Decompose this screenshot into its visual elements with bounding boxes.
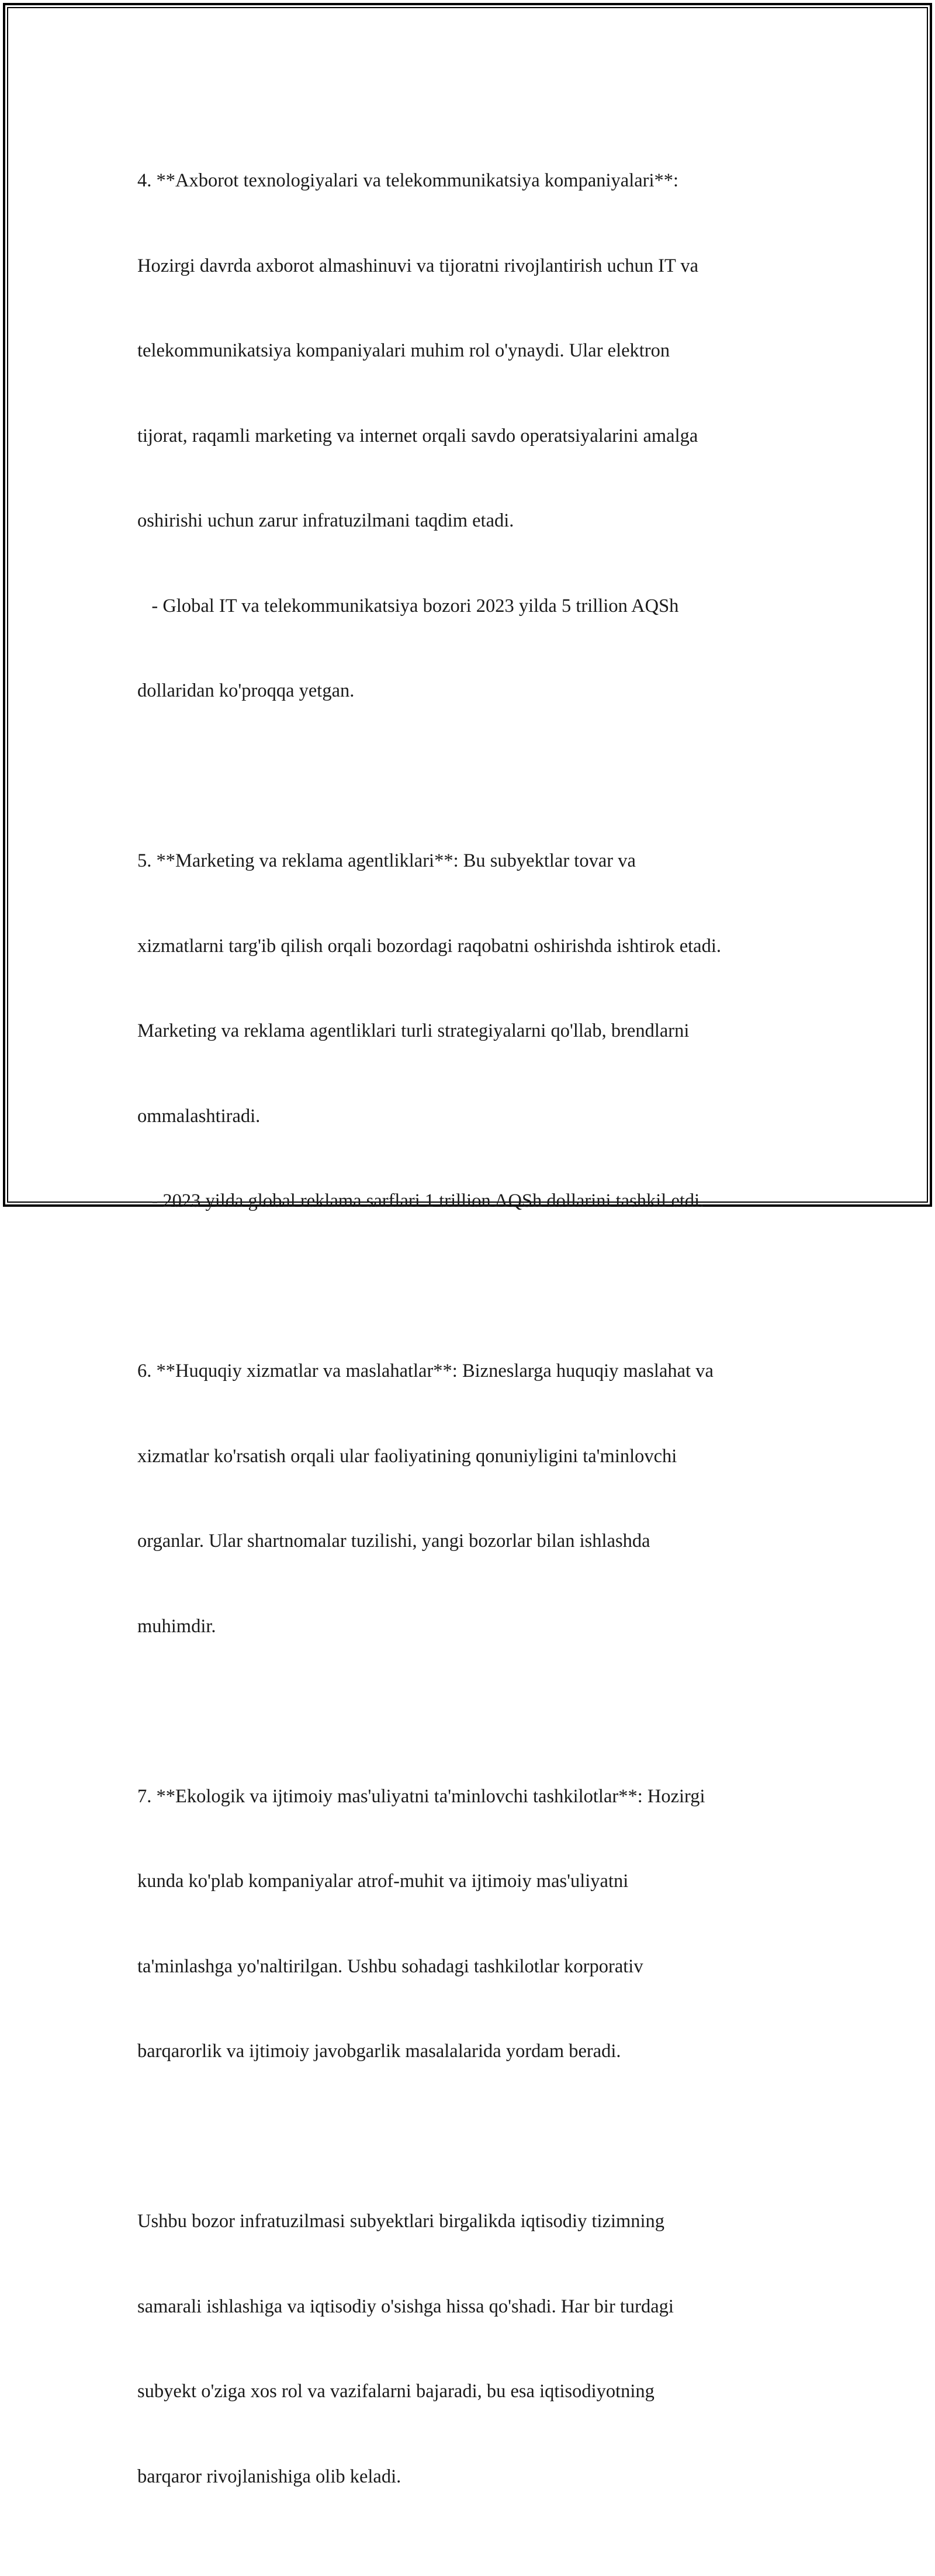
text-line: kunda ko'plab kompaniyalar atrof-muhit va ijtimoiy mas'uliyatni (137, 1871, 629, 1892)
paragraph-item-6 (137, 1300, 804, 1697)
text-line: dollaridan ko'proqqa yetgan. (137, 680, 355, 701)
text-line: muhimdir. (137, 1615, 216, 1637)
text-line: samarali ishlashiga va iqtisodiy o'sishga hissa qo'shadi. Har bir turdagi (137, 2295, 674, 2317)
text-line: barqarorlik va ijtimoiy javobgarlik masalalarida yordam beradi. (137, 2041, 621, 2062)
text-line: xizmatlar ko'rsatish orqali ular faoliyatining qonuniyligini ta'minlovchi (137, 1445, 677, 1467)
text-line: tijorat, raqamli marketing va internet orqali savdo operatsiyalarini amalga (137, 425, 698, 446)
text-line: subyekt o'ziga xos rol va vazifalarni bajaradi, bu esa iqtisodiyotning (137, 2381, 654, 2402)
text-line: 7. **Ekologik va ijtimoiy mas'uliyatni ta'minlovchi tashkilotlar**: Hozirgi (137, 1785, 705, 1807)
text-line: 5. **Marketing va reklama agentliklari**: Bu subyektlar tovar va (137, 850, 636, 871)
bullet-line: - 2023 yilda global reklama sarflari 1 trillion AQSh dollarini tashkil etdi. (137, 1190, 705, 1211)
text-line: organlar. Ular shartnomalar tuzilishi, yangi bozorlar bilan ishlashda (137, 1531, 650, 1552)
text-line: 4. **Axborot texnologiyalari va telekommunikatsiya kompaniyalari**: (137, 170, 679, 191)
text-line: 6. **Huquqiy xizmatlar va maslahatlar**: Bizneslarga huquqiy maslahat va (137, 1360, 714, 1382)
text-line: Ushbu bozor infratuzilmasi subyektlari birgalikda iqtisodiy tizimning (137, 2211, 665, 2232)
text-line: ommalashtiradi. (137, 1105, 261, 1127)
text-line: barqaror rivojlanishiga olib keladi. (137, 2466, 401, 2487)
document-body (137, 110, 804, 2576)
text-line: xizmatlarni targ'ib qilish orqali bozordagi raqobatni oshirishda ishtirok etadi. (137, 935, 721, 957)
bullet-line: - Global IT va telekommunikatsiya bozori 2023 yilda 5 trillion AQSh (137, 595, 679, 617)
paragraph-item-7 (137, 1726, 804, 2123)
paragraph-item-4 (137, 110, 804, 762)
paragraph-conclusion (137, 2151, 804, 2547)
paragraph-item-5 (137, 790, 804, 1272)
text-line: telekommunikatsiya kompaniyalari muhim rol o'ynaydi. Ular elektron (137, 340, 670, 361)
text-line: Hozirgi davrda axborot almashinuvi va tijoratni rivojlantirish uchun IT va (137, 255, 699, 276)
text-line: Marketing va reklama agentliklari turli strategiyalarni qo'llab, brendlarni (137, 1020, 690, 1041)
text-line: oshirishi uchun zarur infratuzilmani taqdim etadi. (137, 510, 514, 531)
text-line: ta'minlashga yo'naltirilgan. Ushbu sohadagi tashkilotlar korporativ (137, 1955, 643, 1977)
